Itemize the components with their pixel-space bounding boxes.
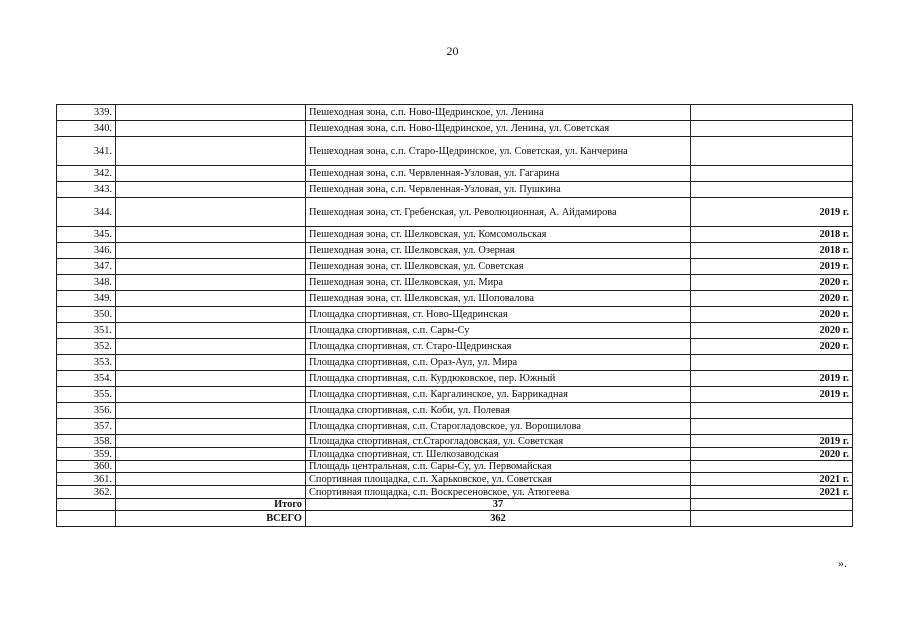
row-year: [691, 182, 853, 198]
row-blank-cell: [116, 291, 306, 307]
table-row: [57, 275, 853, 291]
row-number: 357.: [57, 419, 116, 435]
table-row: [57, 307, 853, 323]
row-year: 2020 г.: [691, 323, 853, 339]
vsego-num-cell: [57, 511, 116, 527]
closing-quote-mark: ».: [838, 556, 847, 570]
itogo-value: 37: [306, 499, 691, 511]
row-year: [691, 461, 853, 473]
table-totals: [57, 499, 853, 527]
vsego-label: ВСЕГО: [116, 511, 306, 527]
row-blank-cell: [116, 105, 306, 121]
row-number: 352.: [57, 339, 116, 355]
row-object-name: Площадка спортивная, ст.Старогладовская, ул. Советская: [306, 435, 691, 448]
row-blank-cell: [116, 275, 306, 291]
row-year: [691, 166, 853, 182]
row-year: [691, 121, 853, 137]
row-object-name: Пешеходная зона, с.п. Ново-Щедринское, ул. Ленина, ул. Советская: [306, 121, 691, 137]
row-year: 2019 г.: [691, 259, 853, 275]
table-row: [57, 419, 853, 435]
row-year: 2019 г.: [691, 435, 853, 448]
row-object-name: Площадка спортивная, с.п. Коби, ул. Полевая: [306, 403, 691, 419]
row-object-name: Площадь центральная, с.п. Сары-Су, ул. Первомайская: [306, 461, 691, 473]
row-blank-cell: [116, 182, 306, 198]
row-number: 347.: [57, 259, 116, 275]
row-number: 350.: [57, 307, 116, 323]
row-blank-cell: [116, 435, 306, 448]
table-row: [57, 339, 853, 355]
table-row: [57, 198, 853, 227]
table-row: [57, 137, 853, 166]
table-row: [57, 182, 853, 198]
row-number: 355.: [57, 387, 116, 403]
row-blank-cell: [116, 419, 306, 435]
table-row: [57, 435, 853, 448]
row-object-name: Пешеходная зона, ст. Шелковская, ул. Озерная: [306, 243, 691, 259]
row-blank-cell: [116, 227, 306, 243]
vsego-value: 362: [306, 511, 691, 527]
row-year: 2020 г.: [691, 307, 853, 323]
row-number: 360.: [57, 461, 116, 473]
row-blank-cell: [116, 387, 306, 403]
itogo-year-cell: [691, 499, 853, 511]
row-object-name: Пешеходная зона, ст. Гребенская, ул. Революционная, А. Айдамирова: [306, 198, 691, 227]
row-year: 2020 г.: [691, 275, 853, 291]
row-blank-cell: [116, 198, 306, 227]
row-number: 340.: [57, 121, 116, 137]
row-object-name: Пешеходная зона, с.п. Ново-Щедринское, ул. Ленина: [306, 105, 691, 121]
table-row: [57, 486, 853, 499]
itogo-label: Итого: [116, 499, 306, 511]
row-blank-cell: [116, 166, 306, 182]
row-year: 2020 г.: [691, 339, 853, 355]
row-year: 2021 г.: [691, 473, 853, 486]
row-number: 343.: [57, 182, 116, 198]
row-blank-cell: [116, 355, 306, 371]
row-number: 342.: [57, 166, 116, 182]
table-row: [57, 259, 853, 275]
table-row: [57, 461, 853, 473]
row-number: 361.: [57, 473, 116, 486]
row-blank-cell: [116, 243, 306, 259]
row-blank-cell: [116, 403, 306, 419]
row-number: 348.: [57, 275, 116, 291]
row-number: 359.: [57, 448, 116, 461]
row-object-name: Пешеходная зона, ст. Шелковская, ул. Советская: [306, 259, 691, 275]
table-row: [57, 105, 853, 121]
row-object-name: Площадка спортивная, с.п. Каргалинское, ул. Баррикадная: [306, 387, 691, 403]
itogo-row: [57, 499, 853, 511]
row-year: 2019 г.: [691, 198, 853, 227]
row-year: [691, 137, 853, 166]
row-blank-cell: [116, 137, 306, 166]
row-blank-cell: [116, 486, 306, 499]
row-year: 2019 г.: [691, 387, 853, 403]
row-blank-cell: [116, 339, 306, 355]
table-row: [57, 166, 853, 182]
row-year: [691, 403, 853, 419]
row-object-name: Спортивная площадка, с.п. Воскресеновское, ул. Атюгеева: [306, 486, 691, 499]
row-object-name: Пешеходная зона, с.п. Старо-Щедринское, ул. Советская, ул. Канчерина: [306, 137, 691, 166]
row-object-name: Площадка спортивная, ст. Старо-Щедринская: [306, 339, 691, 355]
row-year: [691, 355, 853, 371]
row-blank-cell: [116, 121, 306, 137]
row-number: 349.: [57, 291, 116, 307]
row-year: 2018 г.: [691, 243, 853, 259]
row-object-name: Пешеходная зона, ст. Шелковская, ул. Шоповалова: [306, 291, 691, 307]
row-number: 353.: [57, 355, 116, 371]
row-object-name: Пешеходная зона, с.п. Червленная-Узловая, ул. Гагарина: [306, 166, 691, 182]
row-object-name: Площадка спортивная, с.п. Ораз-Аул, ул. Мира: [306, 355, 691, 371]
row-year: 2018 г.: [691, 227, 853, 243]
row-number: 345.: [57, 227, 116, 243]
row-object-name: Спортивная площадка, с.п. Харьковское, ул. Советская: [306, 473, 691, 486]
row-year: 2019 г.: [691, 371, 853, 387]
table-row: [57, 291, 853, 307]
row-object-name: Площадка спортивная, с.п. Сары-Су: [306, 323, 691, 339]
row-number: 354.: [57, 371, 116, 387]
row-number: 362.: [57, 486, 116, 499]
row-blank-cell: [116, 259, 306, 275]
row-year: [691, 419, 853, 435]
row-object-name: Пешеходная зона, ст. Шелковская, ул. Мира: [306, 275, 691, 291]
row-number: 341.: [57, 137, 116, 166]
row-blank-cell: [116, 323, 306, 339]
row-object-name: Площадка спортивная, с.п. Курдюковское, пер. Южный: [306, 371, 691, 387]
row-year: 2020 г.: [691, 291, 853, 307]
table-row: [57, 243, 853, 259]
row-blank-cell: [116, 473, 306, 486]
row-number: 356.: [57, 403, 116, 419]
row-number: 346.: [57, 243, 116, 259]
vsego-row: [57, 511, 853, 527]
table-row: [57, 227, 853, 243]
row-blank-cell: [116, 307, 306, 323]
page-number: 20: [446, 44, 459, 58]
row-object-name: Площадка спортивная, с.п. Старогладовское, ул. Ворошилова: [306, 419, 691, 435]
table-row: [57, 355, 853, 371]
row-number: 351.: [57, 323, 116, 339]
table-row: [57, 371, 853, 387]
table-row: [57, 387, 853, 403]
row-blank-cell: [116, 461, 306, 473]
row-object-name: Площадка спортивная, ст. Ново-Щедринская: [306, 307, 691, 323]
row-number: 358.: [57, 435, 116, 448]
table-row: [57, 323, 853, 339]
vsego-year-cell: [691, 511, 853, 527]
row-year: 2021 г.: [691, 486, 853, 499]
row-object-name: Площадка спортивная, ст. Шелкозаводская: [306, 448, 691, 461]
itogo-num-cell: [57, 499, 116, 511]
row-object-name: Пешеходная зона, ст. Шелковская, ул. Комсомольская: [306, 227, 691, 243]
row-year: 2020 г.: [691, 448, 853, 461]
table-row: [57, 403, 853, 419]
row-year: [691, 105, 853, 121]
row-object-name: Пешеходная зона, с.п. Червленная-Узловая, ул. Пушкина: [306, 182, 691, 198]
row-number: 344.: [57, 198, 116, 227]
table-body: [57, 105, 853, 499]
table-row: [57, 473, 853, 486]
row-blank-cell: [116, 448, 306, 461]
row-number: 339.: [57, 105, 116, 121]
table-row: [57, 448, 853, 461]
table-row: [57, 121, 853, 137]
row-blank-cell: [116, 371, 306, 387]
registry-table: [56, 104, 853, 527]
